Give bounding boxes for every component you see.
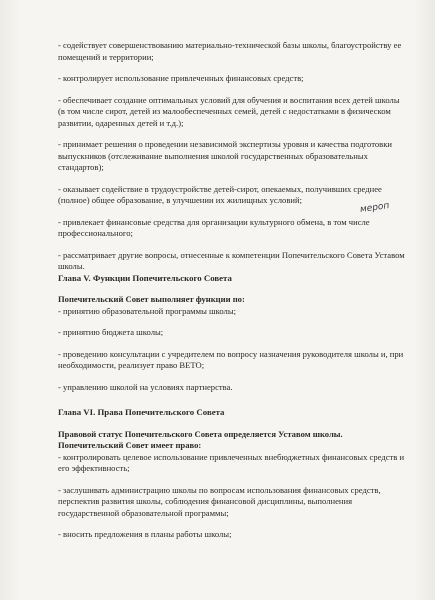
list-item: - рассматривает другие вопросы, отнесенные к компетенции Попечительского Совета Уставом школы. [58,249,405,271]
chapter-6-rights-intro: Попечительский Совет имеет право: [58,440,202,450]
list-item: - проведению консультации с учредителем по вопросу назначения руководителя школы и, при необходимости, реализует право ВЕТО; [58,348,404,370]
list-item: - привлекает финансовые средства для организации культурного обмена, в том числе профессионального; [58,216,370,238]
chapter-6-title: Глава VI. Права Попечительского Совета [58,407,225,417]
list-item: - содействует совершенствованию материально-технической базы школы, благоустройству ее помещений и территории; [58,40,402,62]
list-item: - принимает решения о проведении независимой экспертизы уровня и качества подготовки выпускников (отслеживание выполнения школой государственных образовательных стандартов); [58,139,392,172]
list-item: - принятию образовательной программы школы; [58,305,236,316]
handwritten-annotation: мероп [359,201,390,215]
list-item: - принятию бюджета школы; [58,327,164,337]
list-item: - контролировать целевое использование привлеченных внебюджетных финансовых средств и его эффективность; [58,451,405,473]
list-item: - вносить предложения в планы работы школы; [58,529,232,539]
list-item: - заслушивать администрацию школы по вопросам использования финансовых средств, перспектив развития школы, соблюдения финансовой дисциплины, выполнения государственной образовательной программы; [58,484,381,518]
list-item: - оказывает содействие в трудоустройстве детей-сирот, опекаемых, получивших среднее (полное) общее образование, в улучшении их жилищных условий; [58,183,382,205]
list-item: - контролирует использование привлеченных финансовых средств; [58,73,304,83]
chapter-6-intro: Правовой статус Попечительского Совета определяется Уставом школы. [58,428,343,439]
chapter-5-intro: Попечительский Совет выполняет функции по: [58,294,245,304]
list-item: - обеспечивает создание оптимальных условий для обучения и воспитания всех детей школы (в том числе сирот, детей из малообеспеченных семей, детей с недостатками в физическом развитии, одаренных детей и т.д.); [58,94,400,128]
list-item: - управлению школой на условиях партнерства. [58,381,233,392]
chapter-5-title: Глава V. Функции Попечительского Совета [58,272,232,283]
